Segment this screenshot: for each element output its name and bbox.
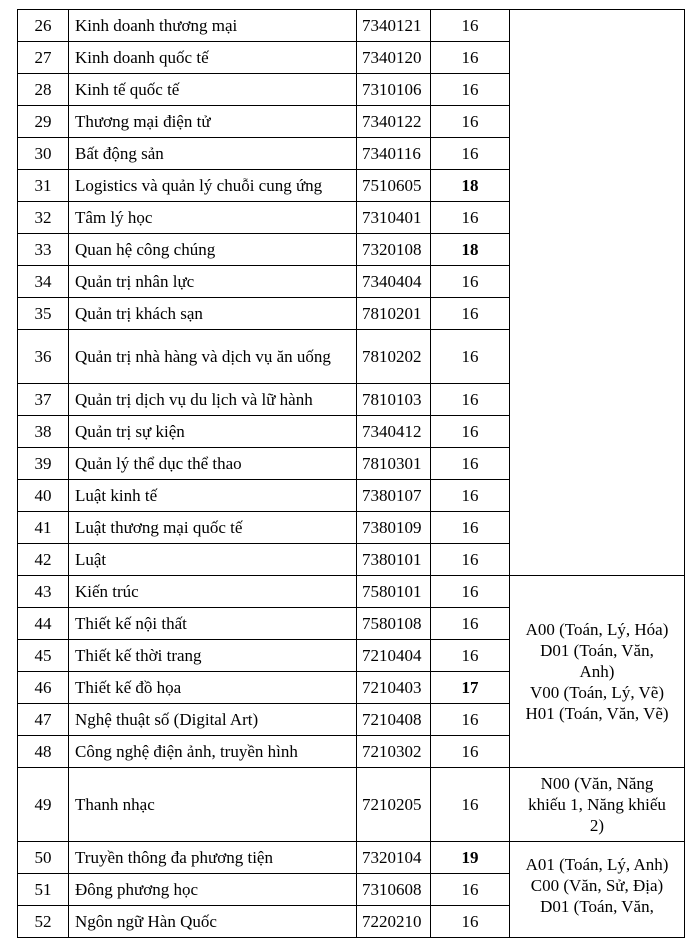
major-name: Ngôn ngữ Hàn Quốc — [69, 906, 357, 938]
table-body — [18, 10, 685, 938]
table-row — [18, 576, 685, 608]
major-code: 7310401 — [357, 202, 431, 234]
subject-combination-line: 2) — [589, 816, 605, 835]
score-value: 16 — [431, 480, 510, 512]
score-value: 16 — [431, 736, 510, 768]
score-value: 16 — [431, 768, 510, 842]
subject-combination-line: D01 (Toán, Văn, — [540, 641, 654, 660]
row-number: 47 — [18, 704, 69, 736]
table-row — [18, 842, 685, 874]
major-name: Quản trị dịch vụ du lịch và lữ hành — [69, 384, 357, 416]
subject-combination-line: A01 (Toán, Lý, Anh) — [525, 855, 669, 874]
major-code: 7320108 — [357, 234, 431, 266]
major-code: 7580108 — [357, 608, 431, 640]
table-row — [18, 768, 685, 842]
major-name: Quan hệ công chúng — [69, 234, 357, 266]
score-value: 16 — [431, 704, 510, 736]
row-number: 39 — [18, 448, 69, 480]
major-name: Kinh tế quốc tế — [69, 74, 357, 106]
major-code: 7210302 — [357, 736, 431, 768]
row-number: 41 — [18, 512, 69, 544]
score-value: 18 — [431, 234, 510, 266]
score-value: 16 — [431, 138, 510, 170]
major-name: Quản lý thể dục thể thao — [69, 448, 357, 480]
major-code: 7810202 — [357, 330, 431, 384]
major-code: 7380101 — [357, 544, 431, 576]
major-name: Luật thương mại quốc tế — [69, 512, 357, 544]
row-number: 31 — [18, 170, 69, 202]
subject-combination-line: Anh) — [579, 662, 615, 681]
score-value: 16 — [431, 906, 510, 938]
table-row — [18, 10, 685, 42]
score-value: 18 — [431, 170, 510, 202]
subject-combination-line: khiếu 1, Năng khiếu — [528, 795, 666, 814]
major-name: Nghệ thuật số (Digital Art) — [69, 704, 357, 736]
major-code: 7810301 — [357, 448, 431, 480]
major-code: 7220210 — [357, 906, 431, 938]
row-number: 36 — [18, 330, 69, 384]
subject-combination-line: C00 (Văn, Sử, Địa) — [530, 876, 664, 895]
row-number: 33 — [18, 234, 69, 266]
score-value: 16 — [431, 74, 510, 106]
subject-combination-empty — [510, 10, 685, 576]
major-code: 7340122 — [357, 106, 431, 138]
major-code: 7380109 — [357, 512, 431, 544]
score-value: 16 — [431, 266, 510, 298]
major-name: Truyền thông đa phương tiện — [69, 842, 357, 874]
score-value: 17 — [431, 672, 510, 704]
major-code: 7210205 — [357, 768, 431, 842]
major-code: 7310608 — [357, 874, 431, 906]
row-number: 44 — [18, 608, 69, 640]
major-name: Quản trị sự kiện — [69, 416, 357, 448]
row-number: 51 — [18, 874, 69, 906]
major-name: Kinh doanh thương mại — [69, 10, 357, 42]
major-name: Luật — [69, 544, 357, 576]
major-name: Quản trị nhân lực — [69, 266, 357, 298]
major-name: Logistics và quản lý chuỗi cung ứng — [69, 170, 357, 202]
row-number: 52 — [18, 906, 69, 938]
major-code: 7340116 — [357, 138, 431, 170]
major-name: Thanh nhạc — [69, 768, 357, 842]
major-name: Kiến trúc — [69, 576, 357, 608]
major-code: 7340121 — [357, 10, 431, 42]
row-number: 29 — [18, 106, 69, 138]
subject-combination-line: H01 (Toán, Văn, Vẽ) — [525, 704, 669, 723]
row-number: 35 — [18, 298, 69, 330]
major-name: Luật kinh tế — [69, 480, 357, 512]
score-value: 16 — [431, 10, 510, 42]
score-value: 16 — [431, 202, 510, 234]
subject-combination-design — [510, 576, 685, 768]
major-code: 7810201 — [357, 298, 431, 330]
score-value: 16 — [431, 448, 510, 480]
major-code: 7340404 — [357, 266, 431, 298]
score-value: 16 — [431, 106, 510, 138]
score-value: 16 — [431, 298, 510, 330]
major-name: Công nghệ điện ảnh, truyền hình — [69, 736, 357, 768]
row-number: 26 — [18, 10, 69, 42]
major-code: 7210403 — [357, 672, 431, 704]
row-number: 45 — [18, 640, 69, 672]
major-name: Thiết kế nội thất — [69, 608, 357, 640]
major-code: 7340120 — [357, 42, 431, 74]
major-code: 7510605 — [357, 170, 431, 202]
score-value: 16 — [431, 544, 510, 576]
major-name: Thiết kế đồ họa — [69, 672, 357, 704]
major-code: 7210404 — [357, 640, 431, 672]
admission-scores-table — [17, 9, 685, 938]
subject-combination-music — [510, 768, 685, 842]
major-code: 7580101 — [357, 576, 431, 608]
subject-combination-line: D01 (Toán, Văn, — [540, 897, 654, 916]
major-code: 7320104 — [357, 842, 431, 874]
row-number: 38 — [18, 416, 69, 448]
score-value: 16 — [431, 874, 510, 906]
major-name: Thiết kế thời trang — [69, 640, 357, 672]
row-number: 46 — [18, 672, 69, 704]
major-name: Đông phương học — [69, 874, 357, 906]
row-number: 48 — [18, 736, 69, 768]
row-number: 43 — [18, 576, 69, 608]
subject-combination-line: A00 (Toán, Lý, Hóa) — [525, 620, 669, 639]
subject-combination-social — [510, 842, 685, 938]
major-code: 7210408 — [357, 704, 431, 736]
row-number: 42 — [18, 544, 69, 576]
row-number: 40 — [18, 480, 69, 512]
subject-combination-line: V00 (Toán, Lý, Vẽ) — [530, 683, 664, 702]
score-value: 19 — [431, 842, 510, 874]
major-code: 7380107 — [357, 480, 431, 512]
subject-combination-line: N00 (Văn, Năng — [540, 774, 654, 793]
major-name: Thương mại điện tử — [69, 106, 357, 138]
major-name: Quản trị khách sạn — [69, 298, 357, 330]
score-value: 16 — [431, 330, 510, 384]
row-number: 34 — [18, 266, 69, 298]
score-value: 16 — [431, 42, 510, 74]
major-name: Bất động sản — [69, 138, 357, 170]
score-value: 16 — [431, 640, 510, 672]
score-value: 16 — [431, 608, 510, 640]
major-name: Kinh doanh quốc tế — [69, 42, 357, 74]
major-code: 7810103 — [357, 384, 431, 416]
row-number: 28 — [18, 74, 69, 106]
score-value: 16 — [431, 576, 510, 608]
row-number: 50 — [18, 842, 69, 874]
row-number: 49 — [18, 768, 69, 842]
row-number: 32 — [18, 202, 69, 234]
score-value: 16 — [431, 384, 510, 416]
major-name: Quản trị nhà hàng và dịch vụ ăn uống — [69, 330, 357, 384]
row-number: 37 — [18, 384, 69, 416]
major-code: 7340412 — [357, 416, 431, 448]
row-number: 30 — [18, 138, 69, 170]
major-code: 7310106 — [357, 74, 431, 106]
row-number: 27 — [18, 42, 69, 74]
score-value: 16 — [431, 416, 510, 448]
score-value: 16 — [431, 512, 510, 544]
major-name: Tâm lý học — [69, 202, 357, 234]
